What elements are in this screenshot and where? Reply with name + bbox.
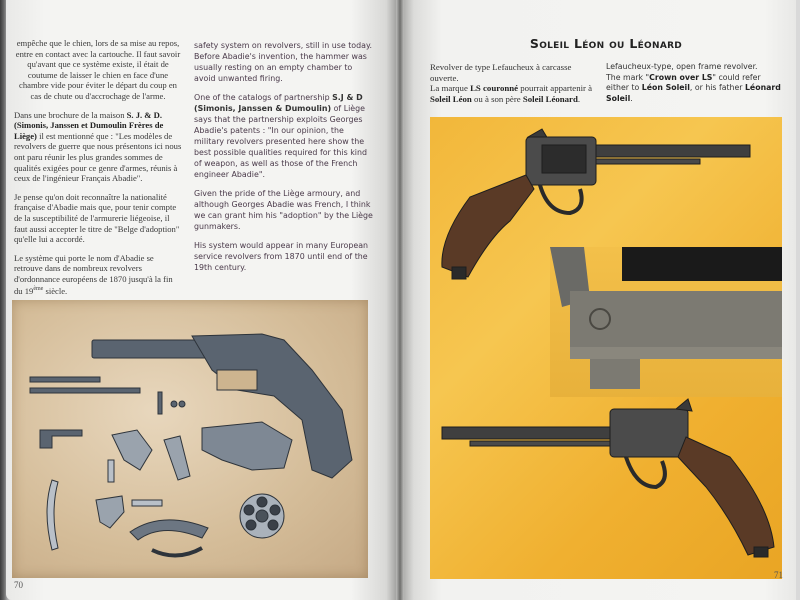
french-para4-sup: ème: [33, 286, 44, 293]
english-text-column: [194, 40, 374, 281]
book-gutter: [396, 0, 404, 600]
cylinder-pin-part: [30, 388, 140, 393]
french-paragraph-1: empêche que le chien, lors de sa mise au repos, entre en contact avec la cartouche. Il faut savoir qu'avant que ce système existe, il était de coutume de laisser le chien en face d'une chambre vide pour éviter le départ du coup en cas de chute ou d'accrochage de l'arme.: [15, 38, 181, 101]
en-cap-mark: Crown over LS: [649, 72, 713, 82]
french-paragraph-3: Je pense qu'on doit reconnaître la nationalité française d'Abadie mais que, pour tenir compte de la susceptibilité de l'armurerie liégeoise, il faut aussi accepter le titre de "Belge d'adoption" qu'elle lui a accordé.: [14, 191, 180, 245]
english-paragraph-4: His system would appear in many European service revolvers from 1870 until end of the 19th century.: [194, 241, 369, 272]
french-text-column: [14, 38, 182, 305]
french-para4-end: siècle.: [43, 286, 68, 297]
french-caption: [430, 62, 595, 104]
english-para2-intro: One of the catalogs of partnership: [194, 93, 333, 102]
fr-cap-name1: Soleil Léon: [430, 93, 472, 104]
en-cap-or: , or his father: [689, 83, 745, 92]
pin-part: [132, 500, 162, 506]
hammer-part: [112, 430, 152, 470]
pawl-part: [96, 496, 124, 528]
english-caption: [606, 62, 782, 104]
french-paragraph-4: [14, 253, 182, 297]
french-para2-intro: Dans une brochure de la maison: [14, 109, 127, 120]
fr-cap-intro: La marque: [430, 83, 471, 93]
trigger-guard-part: [130, 520, 208, 540]
en-cap-name2: Léonard Soleil: [606, 83, 781, 103]
spring-part: [108, 460, 114, 482]
page-title: Soleil Léon ou Léonard: [529, 36, 683, 51]
french-caption-line-2: [430, 83, 595, 104]
fr-cap-mid: pourrait appartenir à: [518, 83, 593, 93]
english-para2-rest: of Liège says that the partnership exploits Georges Abadie's patents : "In our opinion, the military revolvers presented here show the best possible qualities required for this kind of weapon, as well as those of the French engineer Abadie".: [194, 104, 367, 179]
mark-close-up-insert: [550, 247, 782, 397]
french-firm-name: S. J. & D. (Simonis, Janssen et Dumoulin Frères de Liège): [14, 109, 164, 141]
screw-head-part: [171, 401, 177, 407]
mainspring-part: [47, 480, 58, 550]
page-number-left: 70: [14, 580, 23, 590]
revolver-bottom-view: [442, 399, 774, 557]
page-number-right: 71: [774, 570, 783, 580]
english-firm-name: S.J & D (Simonis, Janssen & Dumoulin): [194, 93, 363, 113]
screw-head-part-2: [179, 401, 185, 407]
trigger-part: [164, 436, 190, 480]
mark-close-up-drawing: [550, 247, 782, 397]
barrel-part: [92, 340, 212, 358]
french-paragraph-2: [14, 110, 182, 184]
loading-gate-part: [40, 430, 82, 448]
english-paragraph-1: safety system on revolvers, still in use today. Before Abadie's invention, the hammer was usually resting on an empty chamber to avoid unwanted firing.: [194, 41, 373, 83]
en-cap-mid: " could refer either to: [606, 72, 761, 92]
french-caption-line-1: Revolver de type Lefaucheux à carcasse ouverte.: [430, 62, 572, 83]
french-para2-rest: il est mentionné que : "Les modèles de revolvers de guerre que nous présentons ici nous ont paru réunir les plus grandes sommes de qualités exigées pour ce genre d'armes, réunis à ceux de l'ingénieur Français Abadie".: [14, 130, 182, 184]
en-cap-name1: Léon Soleil: [641, 83, 690, 92]
english-paragraph-3: Given the pride of the Liège armoury, and although Georges Abadie was French, I think we can grant him his "adoption" by the Liège gunmakers.: [194, 189, 373, 231]
disassembled-revolver-drawing: [12, 300, 368, 578]
en-cap-end: .: [630, 93, 633, 103]
french-para4-main: Le système qui porte le nom d'Abadie se retrouve dans de nombreux revolvers d'ordonnance européens de 1870 jusqu'à la fin du 19: [14, 252, 173, 297]
fr-cap-name2: Soleil Léonard: [522, 93, 578, 104]
en-cap-intro: The mark ": [606, 72, 650, 82]
screw-part: [158, 392, 162, 414]
fr-cap-mark: LS couronné: [470, 83, 519, 93]
fr-cap-end: .: [577, 93, 581, 104]
english-paragraph-2: [194, 92, 374, 180]
fr-cap-or: ou à son père: [471, 93, 523, 104]
english-caption-line-2: [606, 73, 782, 105]
disassembled-revolver-photo: [12, 300, 368, 578]
side-plate-part: [202, 422, 292, 470]
english-caption-line-1: Lefaucheux-type, open frame revolver.: [606, 62, 758, 71]
ejector-rod-part: [30, 377, 100, 382]
